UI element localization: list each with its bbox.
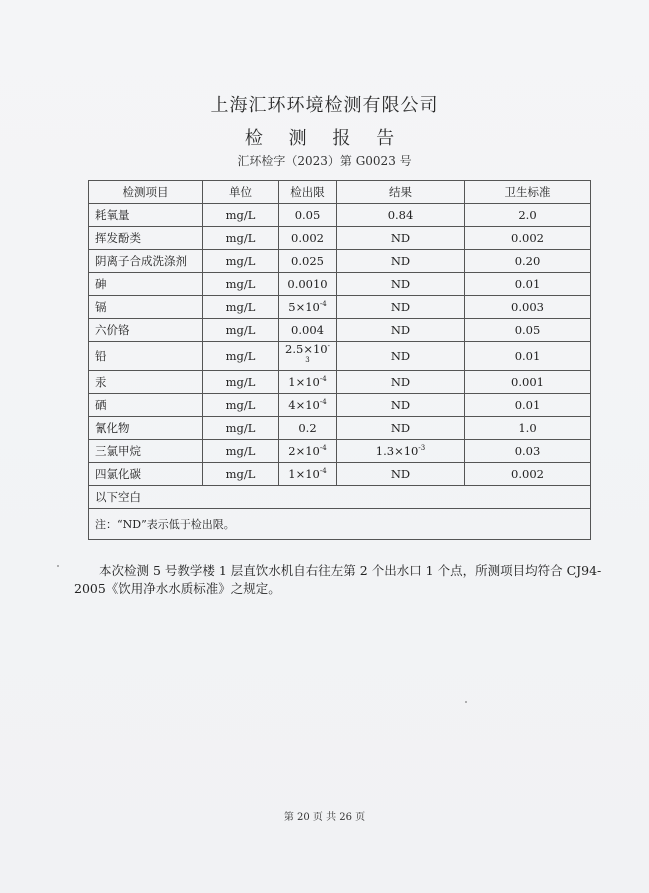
table-row — [89, 296, 591, 319]
table-row — [89, 319, 591, 342]
blank-row-text: 以下空白 — [89, 486, 591, 509]
header-unit: 单位 — [203, 181, 279, 204]
cell-limit-text: 0.004 — [291, 323, 324, 337]
table-body — [89, 204, 591, 486]
cell-result-text: ND — [390, 254, 411, 268]
cell-standard — [465, 417, 591, 440]
cell-unit-text: mg/L — [225, 300, 256, 314]
cell-item — [89, 440, 203, 463]
cell-limit-text: 5×10 — [288, 300, 320, 314]
table-row — [89, 394, 591, 417]
cell-item-text: 六价铬 — [95, 323, 130, 337]
cell-standard — [465, 394, 591, 417]
cell-standard — [465, 250, 591, 273]
cell-limit — [279, 463, 337, 486]
results-table — [88, 180, 591, 540]
cell-item-text: 三氯甲烷 — [95, 444, 141, 458]
note-text: 注：“ND”表示低于检出限。 — [89, 509, 591, 540]
company-name: 上海汇环环境检测有限公司 — [210, 95, 439, 116]
cell-limit — [279, 296, 337, 319]
table-row — [89, 227, 591, 250]
cell-limit-exponent: -4 — [319, 398, 327, 407]
cell-limit — [279, 440, 337, 463]
cell-standard-text: 0.05 — [514, 323, 541, 337]
table-row — [89, 250, 591, 273]
cell-unit — [203, 227, 279, 250]
cell-result-text: ND — [390, 375, 411, 389]
cell-item — [89, 394, 203, 417]
cell-item — [89, 204, 203, 227]
cell-limit — [279, 342, 337, 371]
cell-standard — [465, 440, 591, 463]
blank-row — [89, 486, 591, 509]
scan-speck — [57, 565, 59, 567]
cell-result — [337, 319, 465, 342]
cell-result-exponent: -3 — [418, 444, 426, 453]
cell-unit — [203, 371, 279, 394]
table-row — [89, 440, 591, 463]
cell-standard-text: 0.20 — [514, 254, 541, 268]
conclusion-paragraph: 本次检测 5 号教学楼 1 层直饮水机自右往左第 2 个出水口 1 个点，所测项目均符合 CJ94-2005《饮用净水水质标准》之规定。 — [74, 563, 602, 596]
cell-unit-text: mg/L — [225, 231, 256, 245]
cell-standard-text: 0.001 — [511, 375, 544, 389]
cell-unit-text: mg/L — [225, 323, 256, 337]
cell-item-text: 耗氧量 — [95, 208, 130, 222]
cell-limit-exponent: -4 — [319, 375, 327, 384]
cell-unit — [203, 319, 279, 342]
cell-unit — [203, 417, 279, 440]
cell-item — [89, 463, 203, 486]
cell-result — [337, 417, 465, 440]
cell-unit — [203, 273, 279, 296]
cell-limit-exponent: -4 — [319, 444, 327, 453]
cell-standard — [465, 319, 591, 342]
cell-item — [89, 273, 203, 296]
cell-limit-text: 0.05 — [294, 208, 321, 222]
cell-limit-text: 0.0010 — [287, 277, 328, 291]
cell-limit-text: 2.5×10 — [285, 342, 328, 356]
cell-limit-exponent: -4 — [319, 300, 327, 309]
cell-result-text: 1.3×10 — [375, 444, 419, 458]
cell-item-text: 四氯化碳 — [95, 467, 141, 481]
cell-unit — [203, 440, 279, 463]
cell-item-text: 阴离子合成洗涤剂 — [95, 254, 187, 268]
cell-standard-text: 0.003 — [511, 300, 544, 314]
table-header-row — [89, 181, 591, 204]
cell-result-text: ND — [390, 231, 411, 245]
cell-result — [337, 342, 465, 371]
cell-unit-text: mg/L — [225, 444, 256, 458]
cell-unit — [203, 394, 279, 417]
header-limit: 检出限 — [279, 181, 337, 204]
cell-item — [89, 250, 203, 273]
cell-item — [89, 371, 203, 394]
cell-unit-text: mg/L — [225, 467, 256, 481]
cell-item-text: 氰化物 — [95, 421, 130, 435]
scan-speck — [465, 701, 467, 703]
cell-unit-text: mg/L — [225, 398, 256, 412]
cell-limit-exponent: -3 — [305, 342, 330, 365]
table-row — [89, 463, 591, 486]
cell-result — [337, 204, 465, 227]
cell-unit-text: mg/L — [225, 254, 256, 268]
cell-item-text: 硒 — [95, 398, 107, 412]
cell-unit — [203, 296, 279, 319]
cell-result-text: ND — [390, 349, 411, 363]
cell-standard-text: 0.002 — [511, 467, 544, 481]
header-result: 结果 — [337, 181, 465, 204]
cell-limit — [279, 227, 337, 250]
cell-standard — [465, 463, 591, 486]
cell-standard-text: 0.01 — [514, 277, 541, 291]
cell-standard-text: 0.03 — [514, 444, 541, 458]
cell-limit-text: 0.025 — [291, 254, 324, 268]
cell-unit-text: mg/L — [225, 208, 256, 222]
cell-item-text: 汞 — [95, 375, 107, 389]
cell-unit-text: mg/L — [225, 375, 256, 389]
cell-result — [337, 250, 465, 273]
document-number: 汇环检字（2023）第 G0023 号 — [237, 154, 412, 168]
cell-standard — [465, 204, 591, 227]
cell-limit — [279, 417, 337, 440]
header-item: 检测项目 — [89, 181, 203, 204]
cell-unit — [203, 204, 279, 227]
cell-item-text: 挥发酚类 — [95, 231, 141, 245]
cell-item — [89, 319, 203, 342]
header-standard: 卫生标准 — [465, 181, 591, 204]
table-row — [89, 371, 591, 394]
cell-item — [89, 342, 203, 371]
table-row — [89, 204, 591, 227]
cell-limit — [279, 371, 337, 394]
cell-result — [337, 227, 465, 250]
cell-unit-text: mg/L — [225, 421, 256, 435]
cell-standard-text: 1.0 — [518, 421, 537, 435]
table-row — [89, 342, 591, 371]
cell-result-text: ND — [390, 300, 411, 314]
cell-result-text: ND — [390, 398, 411, 412]
report-title: 检 测 报 告 — [244, 128, 405, 149]
cell-result-text: ND — [390, 277, 411, 291]
cell-standard-text: 2.0 — [518, 208, 537, 222]
cell-result-text: 0.84 — [387, 208, 414, 222]
cell-result — [337, 394, 465, 417]
cell-item — [89, 296, 203, 319]
cell-unit — [203, 342, 279, 371]
cell-item — [89, 227, 203, 250]
cell-limit-text: 4×10 — [288, 398, 320, 412]
cell-standard — [465, 296, 591, 319]
cell-result-text: ND — [390, 467, 411, 481]
cell-limit — [279, 319, 337, 342]
cell-standard — [465, 227, 591, 250]
table-row — [89, 417, 591, 440]
cell-result — [337, 440, 465, 463]
cell-standard-text: 0.01 — [514, 398, 541, 412]
cell-limit — [279, 394, 337, 417]
cell-standard-text: 0.01 — [514, 349, 541, 363]
cell-limit — [279, 273, 337, 296]
cell-unit-text: mg/L — [225, 349, 256, 363]
cell-unit — [203, 250, 279, 273]
cell-limit-text: 0.2 — [298, 421, 317, 435]
cell-item-text: 镉 — [95, 300, 107, 314]
cell-result-text: ND — [390, 421, 411, 435]
cell-limit — [279, 204, 337, 227]
cell-standard — [465, 342, 591, 371]
cell-result — [337, 463, 465, 486]
cell-limit-text: 1×10 — [288, 375, 320, 389]
cell-standard-text: 0.002 — [511, 231, 544, 245]
cell-result — [337, 296, 465, 319]
cell-standard — [465, 371, 591, 394]
cell-result — [337, 371, 465, 394]
table-row — [89, 273, 591, 296]
cell-limit-text: 1×10 — [288, 467, 320, 481]
note-row — [89, 509, 591, 540]
cell-item-text: 砷 — [95, 277, 107, 291]
cell-limit — [279, 250, 337, 273]
cell-item-text: 铅 — [95, 349, 107, 363]
cell-result-text: ND — [390, 323, 411, 337]
cell-result — [337, 273, 465, 296]
cell-limit-text: 2×10 — [288, 444, 320, 458]
cell-item — [89, 417, 203, 440]
page-footer: 第 20 页 共 26 页 — [283, 812, 366, 823]
cell-unit-text: mg/L — [225, 277, 256, 291]
cell-limit-text: 0.002 — [291, 231, 324, 245]
cell-limit-exponent: -4 — [319, 467, 327, 476]
cell-unit — [203, 463, 279, 486]
cell-standard — [465, 273, 591, 296]
